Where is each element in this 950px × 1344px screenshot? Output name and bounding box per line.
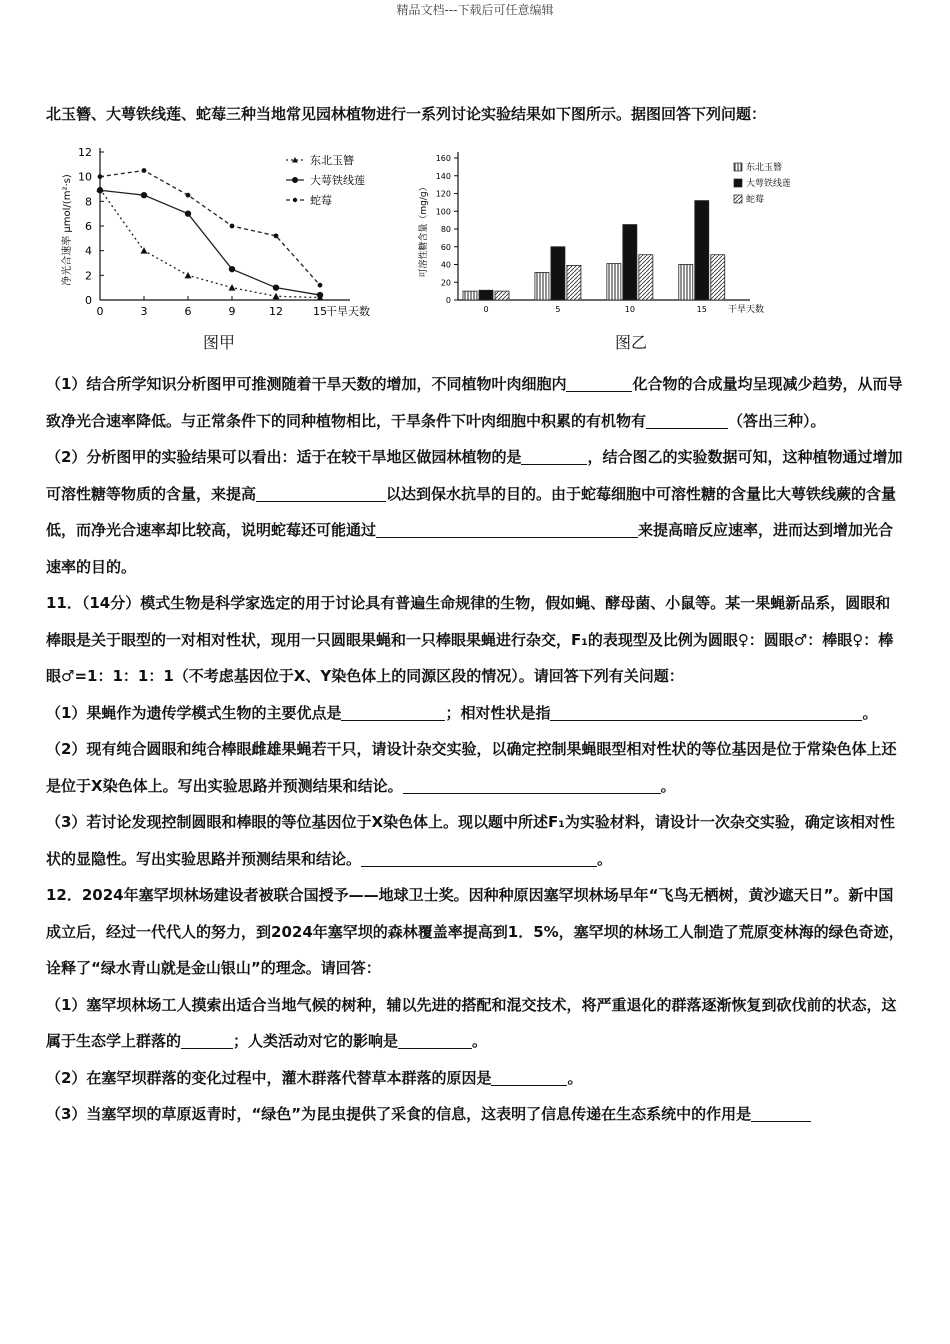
answer-blank xyxy=(491,1065,567,1086)
question-text: 化合物的合成量均呈现减少趋势，从而导致净光合速率降低。与正常条件下的同种植物相比，干旱条件下叶肉细胞中积累的有机物有 xyxy=(46,375,903,430)
answer-blank xyxy=(550,700,862,721)
x-tick-label: 12 xyxy=(269,305,283,318)
answer-blank xyxy=(398,1028,472,1049)
y-tick-label: 2 xyxy=(85,269,92,283)
data-point xyxy=(185,272,192,279)
answer-blank xyxy=(566,371,632,392)
bar xyxy=(479,290,493,300)
series-line xyxy=(100,189,320,298)
bar xyxy=(711,255,725,300)
question-paragraph xyxy=(46,731,904,804)
answer-blank xyxy=(181,1028,233,1049)
legend-label: 大萼铁线莲 xyxy=(746,179,790,189)
bar xyxy=(463,291,477,300)
x-tick-label: 10 xyxy=(624,305,635,314)
x-axis-label: 干旱天数 xyxy=(326,305,370,318)
answer-blank xyxy=(341,700,445,721)
data-point xyxy=(229,266,235,272)
question-text: （答出三种）。 xyxy=(728,411,826,430)
answer-blank xyxy=(376,517,638,538)
y-tick-label: 20 xyxy=(440,278,451,288)
answer-blank xyxy=(751,1101,811,1122)
legend-label: 大萼铁线莲 xyxy=(310,174,365,187)
figure-yi xyxy=(410,140,790,352)
question-text: 12．2024年塞罕坝林场建设者被联合国授予——地球卫士奖。因种种原因塞罕坝林场早年“飞鸟无栖树，黄沙遮天日”。新中国成立后，经过一代代人的努力，到2024年塞罕坝的森林覆盖率提高到1．5%，塞罕坝的林场工人制造了荒原变林海的绿色奇迹，诠释了“绿水青山就是金山银山”的理念。请回答： xyxy=(46,886,904,977)
y-tick-label: 100 xyxy=(435,207,451,217)
data-point xyxy=(186,193,191,198)
figure-jia-caption: 图甲 xyxy=(203,333,236,352)
bar xyxy=(607,264,621,300)
bar xyxy=(567,265,581,300)
bar xyxy=(551,247,565,300)
y-tick-label: 140 xyxy=(435,171,451,181)
x-tick-label: 5 xyxy=(555,305,561,314)
question-paragraph xyxy=(46,877,904,987)
question-text: ，结合图乙的实验数据可知，这种植物通过增加可溶性糖等物质的含量，来提高 xyxy=(46,448,903,503)
bar xyxy=(639,255,653,300)
y-tick-label: 8 xyxy=(85,195,92,209)
legend-swatch xyxy=(734,179,742,187)
bar xyxy=(535,272,549,300)
data-point xyxy=(273,293,280,300)
legend-label: 东北玉簪 xyxy=(310,154,354,167)
y-tick-label: 40 xyxy=(440,260,451,270)
bar xyxy=(495,291,509,300)
y-axis-label: 可溶性糖含量（mg/g） xyxy=(419,182,429,278)
data-point xyxy=(98,174,103,179)
data-point xyxy=(229,284,236,291)
question-text: （3）若讨论发现控制圆眼和棒眼的等位基因位于X染色体上。现以题中所述F₁为实验材料，请设计一次杂交实验，确定该相对性状的显隐性。写出实验思路并预测结果和结论。 xyxy=(46,813,895,868)
y-tick-label: 80 xyxy=(440,225,451,234)
legend-label: 蛇莓 xyxy=(746,195,765,205)
intro-text: 北玉簪、大萼铁线莲、蛇莓三种当地常见园林植物进行一系列讨论实验结果如下图所示。据图回答下列问题： xyxy=(46,105,767,123)
question-text: ；相对性状是指 xyxy=(445,703,551,722)
question-text: （1）塞罕坝林场工人摸索出适合当地气候的树种，辅以先进的搭配和混交技术，将严重退化的群落逐渐恢复到砍伐前的状态，这属于生态学上群落的 xyxy=(46,995,897,1050)
y-axis-label: 净光合速率 μmol/(m²·s) xyxy=(62,174,73,286)
legend-swatch xyxy=(734,163,742,171)
y-tick-label: 120 xyxy=(435,189,451,199)
bar xyxy=(679,265,693,301)
question-text: 。 xyxy=(567,1068,583,1087)
question-text: （2）分析图甲的实验结果可以看出：适于在较干旱地区做园林植物的是 xyxy=(46,448,522,466)
legend-marker xyxy=(292,177,298,183)
x-tick-label: 0 xyxy=(96,305,104,318)
legend-swatch xyxy=(734,195,742,203)
question-text: （2）现有纯合圆眼和纯合棒眼雌雄果蝇若干只，请设计杂交实验，以确定控制果蝇眼型相对性状的等位基因是位于常染色体上还是位于X染色体上。写出实验思路并预测结果和结论。 xyxy=(46,740,897,795)
legend-marker xyxy=(293,198,297,202)
data-point xyxy=(141,192,147,198)
bar xyxy=(695,201,709,300)
data-point xyxy=(318,283,323,288)
y-tick-label: 0 xyxy=(85,294,92,307)
data-point xyxy=(317,292,323,298)
question-paragraph xyxy=(46,804,904,877)
question-text: （1）结合所学知识分析图甲可推测随着干旱天数的增加，不同植物叶肉细胞内 xyxy=(46,375,567,393)
question-paragraph xyxy=(46,366,904,439)
x-tick-label: 15 xyxy=(696,305,707,314)
data-point xyxy=(274,233,279,238)
page-header: 精品文档---下载后可任意编辑 xyxy=(396,3,554,17)
data-point xyxy=(141,247,148,254)
question-paragraph xyxy=(46,695,904,732)
question-text: （1）果蝇作为遗传学模式生物的主要优点是 xyxy=(46,703,342,722)
question-text: （2）在塞罕坝群落的变化过程中，灌木群落代替草本群落的原因是 xyxy=(46,1068,492,1087)
questions xyxy=(46,366,904,1133)
answer-blank xyxy=(403,773,661,794)
series-line xyxy=(100,190,320,295)
y-tick-label: 160 xyxy=(435,154,451,163)
question-paragraph xyxy=(46,1060,904,1097)
y-tick-label: 6 xyxy=(85,220,92,233)
x-axis-label: 干旱天数 xyxy=(728,305,765,315)
bar xyxy=(623,225,637,300)
series-line xyxy=(100,171,320,286)
y-tick-label: 60 xyxy=(440,242,451,252)
legend-label: 东北玉簪 xyxy=(746,163,783,173)
figure-jia xyxy=(58,140,398,352)
y-tick-label: 4 xyxy=(85,244,92,258)
question-paragraph xyxy=(46,987,904,1060)
y-tick-label: 10 xyxy=(78,170,92,184)
answer-blank xyxy=(646,408,728,429)
question-text: 。 xyxy=(660,776,676,795)
x-tick-label: 0 xyxy=(483,305,489,314)
question-text: 。 xyxy=(597,849,613,868)
question-text: 。 xyxy=(472,1032,488,1050)
question-paragraph xyxy=(46,585,904,695)
y-tick-label: 0 xyxy=(445,296,451,305)
data-point xyxy=(273,284,279,290)
x-tick-label: 3 xyxy=(140,305,148,318)
answer-blank xyxy=(256,481,386,502)
legend-label: 蛇莓 xyxy=(310,194,332,207)
figure-yi-caption: 图乙 xyxy=(615,333,648,352)
answer-blank xyxy=(521,444,587,465)
data-point xyxy=(97,187,103,193)
question-text: 。 xyxy=(862,703,878,722)
question-text: （3）当塞罕坝的草原返青时，“绿色”为昆虫提供了采食的信息，这表明了信息传递在生态系统中的作用是 xyxy=(46,1105,752,1123)
question-text: 来提高暗反应速率，进而达到增加光合速率的目的。 xyxy=(46,521,894,576)
x-tick-label: 9 xyxy=(228,305,236,318)
question-text: 11．（14分）模式生物是科学家选定的用于讨论具有普遍生命规律的生物，假如蝇、酵母菌、小鼠等。某一果蝇新品系，圆眼和棒眼是关于眼型的一对相对性状，现用一只圆眼果蝇和一只棒眼果蝇进行杂交，F₁的表现型及比例为圆眼♀：圆眼♂：棒眼♀：棒眼♂=1：1：1：1（不考虑基因位于X、Y染色体上的同源区段的情况）。请回答下列有关问题： xyxy=(46,594,894,685)
line-chart xyxy=(58,140,398,330)
question-paragraph xyxy=(46,1096,904,1133)
question-text: 以达到保水抗旱的目的。由于蛇莓细胞中可溶性糖的含量比大萼铁线蕨的含量低，而净光合速率却比较高，说明蛇莓还可能通过 xyxy=(46,484,897,539)
data-point xyxy=(230,224,235,229)
x-tick-label: 6 xyxy=(184,305,192,318)
x-tick-label: 15 xyxy=(313,305,327,318)
answer-blank xyxy=(361,846,597,867)
data-point xyxy=(185,210,191,216)
y-tick-label: 12 xyxy=(78,146,92,159)
question-paragraph xyxy=(46,439,904,585)
data-point xyxy=(142,168,147,173)
bar-chart xyxy=(410,140,790,330)
question-text: ；人类活动对它的影响是 xyxy=(233,1032,399,1050)
